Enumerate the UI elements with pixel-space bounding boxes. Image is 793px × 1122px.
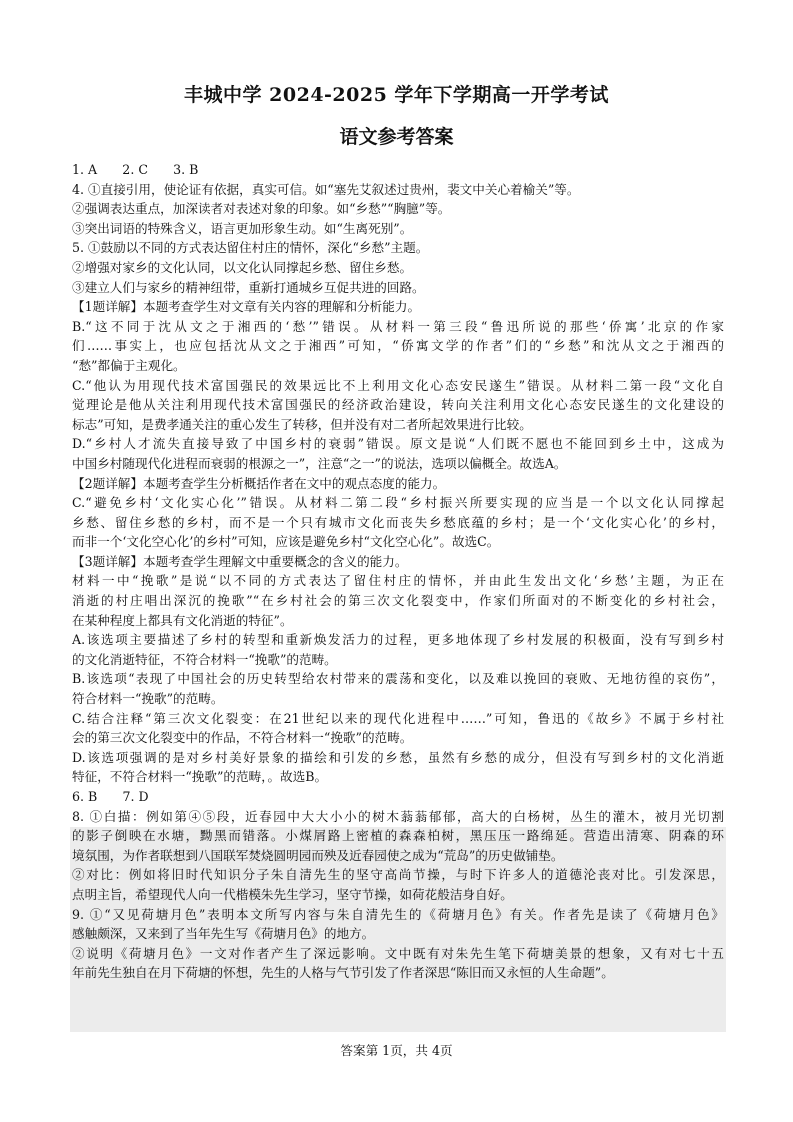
text-line: B.该选项“表现了中国社会的历史转型给农村带来的震荡和变化，以及难以挽回的衰败、无地彷徨的哀伤”， — [72, 671, 724, 687]
text-line: 材料一中“挽歌”是说“以不同的方式表达了留住村庄的情怀，并由此生发出文化‘乡愁’主题，为正在 — [72, 573, 724, 589]
text-line: 4. ①直接引用，使论证有依据，真实可信。如“塞先艾叙述过贵州，裴文中关心着榆关”等。 — [72, 181, 580, 197]
text-line: 中国乡村随现代化进程而衰弱的根源之一”，注意“之一”的说法，选项以偏概全。故选A。 — [72, 455, 567, 471]
text-line: 觉理论是他从关注利用现代技术富国强民的经济政治建设，转向关注利用文化心态安民遂生的文化建设的 — [72, 397, 724, 413]
text-line: 6. B 7. D — [72, 789, 149, 804]
text-line: C.结合注释“第三次文化裂变：在21世纪以来的现代化进程中……”可知，鲁迅的《故乡》不属于乡村社 — [72, 710, 724, 726]
text-line: 们……事实上，也应包括沈从文之于湘西”可知，“侨寓文学的作者”们的“乡愁”和沈从文之于湘西的 — [72, 338, 724, 354]
text-line: 会的第三次文化裂变中的作品，不符合材料一“挽歌”的范畴。 — [72, 730, 413, 746]
text-line: “愁”都偏于主观化。 — [72, 357, 186, 373]
text-line: 【3题详解】本题考查学生理解文中重要概念的含义的能力。 — [72, 553, 408, 569]
text-line: C.“避免乡村‘文化实心化’”错误。从材料二第二段“乡村振兴所要实现的应当是一个以文化认同撑起 — [72, 495, 724, 511]
text-line: 9. ①“又见荷塘月色”表明本文所写内容与朱自清先生的《荷塘月色》有关。作者先是读了《荷塘月色》 — [72, 906, 724, 922]
text-line: D.该选项强调的是对乡村美好景象的描绘和引发的乡愁，虽然有乡愁的成分，但没有写到乡村的文化消逝 — [72, 749, 724, 765]
text-line: 【2题详解】本题考查学生分析概括作者在文中的观点态度的能力。 — [72, 475, 446, 491]
text-line: 而非一个‘文化空心化’的乡村”可知，应该是避免乡村“文化空心化”。故选C。 — [72, 534, 500, 550]
text-line: ②对比：例如将旧时代知识分子朱自清先生的坚守高尚节操，与时下许多人的道德沦丧对比。引发深思， — [72, 867, 724, 883]
text-line: ②增强对家乡的文化认同，以文化认同撑起乡愁、留住乡愁。 — [72, 259, 413, 275]
text-line: 乡愁、留住乡愁的乡村，而不是一个只有城市文化而丧失乡愁底蕴的乡村；是一个‘文化实心化’的乡村， — [72, 514, 724, 530]
page-number: 答案第 1页，共 4页 — [340, 1043, 453, 1058]
text-line: 8. ①白描：例如第④⑤段，近春园中大大小小的树木蓊蓊郁郁，高大的白杨树，丛生的灌木，被月光切割 — [72, 808, 724, 824]
text-line: ③建立人们与家乡的精神纽带，重新打通城乡互促共进的回路。 — [72, 279, 425, 295]
text-line: 消逝的村庄唱出深沉的挽歌”“在乡村社会的第三次文化裂变中，作家们所面对的不断变化的乡村社会， — [72, 593, 724, 609]
text-line: ③突出词语的特殊含义，语言更加形象生动。如“生离死别”。 — [72, 220, 413, 236]
text-line: A.该选项主要描述了乡村的转型和重新焕发活力的过程，更多地体现了乡村发展的积极面，没有写到乡村 — [72, 632, 724, 648]
text-line: ②说明《荷塘月色》一文对作者产生了深远影响。文中既有对朱先生笔下荷塘美景的想象，又有对七十五 — [72, 945, 724, 961]
text-line: B.“这不同于沈从文之于湘西的‘愁’”错误。从材料一第三段“鲁迅所说的那些‘侨寓’北京的作家 — [72, 318, 724, 334]
text-line: 的文化消逝特征，不符合材料一“挽歌”的范畴。 — [72, 651, 337, 667]
text-line: 感触颇深，又来到了当年先生写《荷塘月色》的地方。 — [72, 926, 375, 942]
text-line: 境氛围，为作者联想到八国联军焚烧圆明园而殃及近春园使之成为“荒岛”的历史做铺垫。 — [72, 847, 564, 863]
text-line: C.“他认为用现代技术富国强民的效果远比不上利用文化心态安民遂生”错误。从材料二第一段“文化自 — [72, 377, 724, 393]
text-line: 1. A 2. C 3. B — [72, 162, 199, 177]
text-line: 特征，不符合材料一“挽歌”的范畴，。故选B。 — [72, 769, 328, 785]
text-line: 点明主旨，希望现代人向一代楷模朱先生学习，坚守节操，如荷花般洁身自好。 — [72, 886, 513, 902]
text-line: 年前先生独自在月下荷塘的怀想，先生的人格与气节引发了作者深思“陈旧而又永恒的人生命题”。 — [72, 965, 614, 981]
text-line: 5. ①鼓励以不同的方式表达留住村庄的情怀，深化“乡愁”主题。 — [72, 240, 429, 256]
text-line: 标志”可知，是费孝通关注的重心发生了转移，但并没有对二者所起效果进行比较。 — [72, 416, 532, 432]
text-line: 【1题详解】本题考查学生对文章有关内容的理解和分析能力。 — [72, 299, 421, 315]
text-line: ②强调表达重点，加深读者对表述对象的印象。如“乡愁”“胸臆”等。 — [72, 201, 451, 217]
page-title: 丰城中学 2024-2025 学年下学期高一开学考试 — [184, 84, 609, 106]
answer-content — [72, 160, 724, 983]
text-line: D.“乡村人才流失直接导致了中国乡村的衰弱”错误。原文是说“人们既不愿也不能回到乡土中，这成为 — [72, 436, 724, 452]
page-subtitle: 语文参考答案 — [339, 126, 454, 148]
text-line: 在某种程度上都具有文化消逝的特征”。 — [72, 612, 293, 628]
text-line: 符合材料一“挽歌”的范畴。 — [72, 691, 224, 707]
text-line: 的影子倒映在水塘，黝黑而错落。小煤屑路上密植的森森柏树，黑压压一路绵延。营造出清寒、阴森的环 — [72, 828, 724, 844]
